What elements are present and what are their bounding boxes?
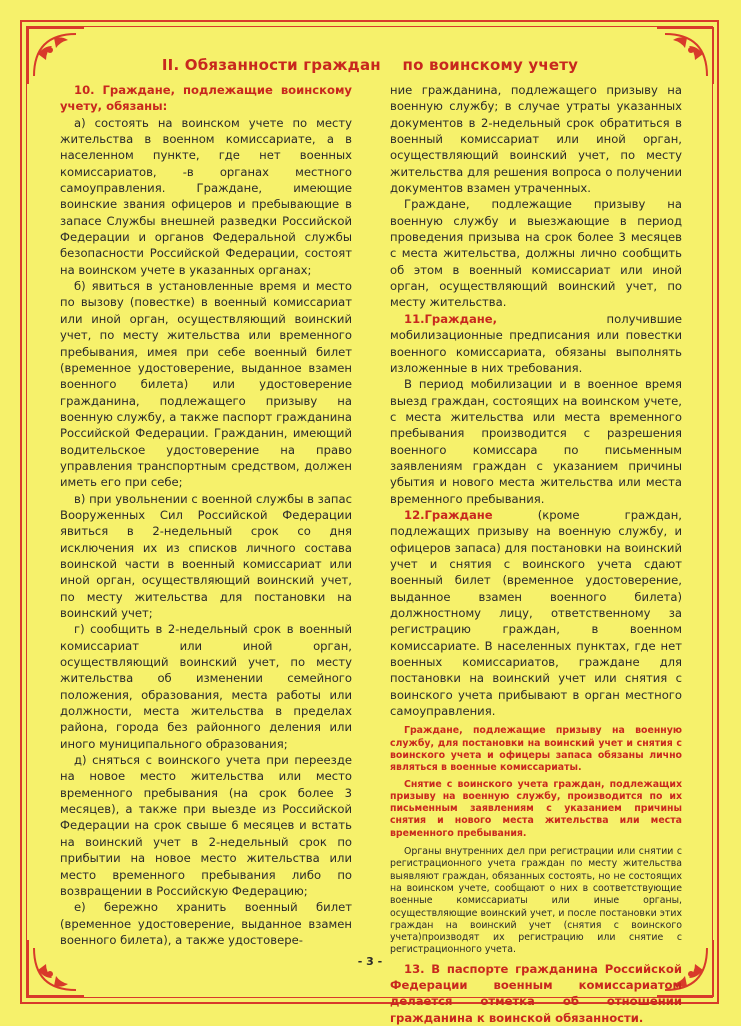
clause-10-g: г) сообщить в 2-недельный срок в военный комиссариат или иной орган, осуществляющий воинский учет, по месту жительства об изменении семейного положения, образования, места работы или должности, места жительства в пределах района, города без районного деления или иного муниципального образования;: [60, 622, 352, 751]
clause-10-d: д) сняться с воинского учета при переезде на новое место жительства или место временного пребывания (на срок более 3 месяцев), а также при выезде из Российской Федерации на срок свыше 6 месяцев и встать на воинский учет в 2-недельный срок по прибытии на новое место жительства или место временного пребывания либо по возвращении в Российскую Федерацию;: [60, 753, 352, 898]
left-column: [60, 82, 352, 948]
corner-ornament-icon: [653, 24, 717, 88]
clause-10-e: е) бережно хранить военный билет (временное удостоверение, выданное взамен военного билета), а также удостовере-: [60, 900, 352, 947]
clause-11-heading: 11.Граждане,: [404, 311, 498, 326]
clause-10-b: б) явиться в установленные время и место по вызову (повестке) в военный комиссариат или иной орган, осуществляющий воинский учет, по месту жительства или временного пребывания, имея при себе военный билет (временное удостоверение, выданное взамен военного билета) или удостоверение гражданина, подлежащего призыву на военную службу, а также паспорт гражданина Российской Федерации. Гражданин, имеющий водительское удостоверение на право управления транспортным средством, должен иметь его при себе;: [60, 279, 352, 490]
right-column: [390, 82, 682, 1026]
clause-10-v: в) при увольнении с военной службы в запас Вооруженных Сил Российской Федерации явиться в 2-недельный срок со дня исключения их из списков личного состава воинской части в военный комиссариат или иной орган, осуществляющий воинский учет, по месту жительства для постановки на воинский учет;: [60, 491, 352, 620]
clause-11-text: получившие мобилизационные предписания или повестки военного комиссариата, обязаны выполнять изложенные в них требования.: [390, 311, 682, 375]
clause-10-e-continuation: ние гражданина, подлежащего призыву на военную службу; в случае утраты указанных документов в 2-недельный срок обратиться в военный комиссариат или иной орган, осуществляющий воинский учет, по месту жительства для решения вопроса о получении документов взамен утраченных.: [390, 83, 682, 196]
clause-12-heading: 12.Граждане: [404, 507, 493, 522]
clause-10-heading: 10. Граждане, подлежащие воинскому учету, обязаны:: [60, 83, 352, 114]
clause-13: 13. В паспорте гражданина Российской Федерации военным комиссариатом делается отметка об отношении гражданина к воинской обязанности.: [390, 961, 682, 1025]
internal-affairs-paragraph: Органы внутренних дел при регистрации или снятии с регистрационного учета граждан по месту жительства выявляют граждан, обязанных состоять, но не состоящих на воинском учете, сообщают о них в соответствующие военные комиссариаты или иные органы, осуществляющие воинский учет, и после постановки этих граждан на воинский учет (снятия с воинского учета)производят их регистрацию или снятие с регистрационного учета.: [390, 846, 682, 956]
conscripts-paragraph: Граждане, подлежащие призыву на военную службу и выезжающие в период проведения призыва на срок более 3 месяцев с места жительства, должны лично сообщить об этом в военный комиссариат или иной орган, осуществляющий воинский учет, по месту жительства.: [390, 197, 682, 310]
page-number: - 3 -: [357, 955, 383, 968]
mobilization-paragraph: В период мобилизации и в военное время выезд граждан, состоящих на воинском учете, с места жительства или места временного пребывания производится с разрешения военного комиссара по письменным заявлениям граждан с указанием причины убытия и нового места жительства или места временного пребывания.: [390, 377, 682, 506]
clause-12: [390, 507, 682, 719]
corner-ornament-icon: [24, 24, 88, 88]
clause-11: [390, 311, 682, 376]
clause-12-text: (кроме граждан, подлежащих призыву на военную службу, и офицеров запаса) для постановки на воинский учет и снятия с воинского учета сдают военный билет (временное удостоверение, выданное взамен военного билета) должностному лицу, ответственному за регистрацию граждан, в военном комиссариате. В населенных пунктах, где нет военных комиссариатов, граждане для постановки на воинский учет или снятия с воинского учета прибывают в орган местного самоуправления.: [390, 507, 682, 719]
note-deregistration: Снятие с воинского учета граждан, подлежащих призыву на военную службу, производится по их письменным заявлениям с указанием причины снятия и нового места жительства или места временного пребывания.: [390, 778, 682, 839]
section-title: II. Обязанности граждан по воинскому учету: [161, 56, 579, 74]
clause-10-a: а) состоять на воинском учете по месту жительства в военном комиссариате, а в населенном пункте, где нет военных комиссариатов, -в органах местного самоуправления. Граждане, имеющие воинские звания офицеров и пребывающие в запасе Службы внешней разведки Российской Федерации и органов Федеральной службы безопасности Российской Федерации, состоят на воинском учете в указанных органах;: [60, 115, 352, 277]
note-personal-appearance: Граждане, подлежащие призыву на военную службу, для постановки на воинский учет и снятия с воинского учета и офицеры запаса обязаны лично являться в военные комиссариаты.: [390, 725, 682, 774]
